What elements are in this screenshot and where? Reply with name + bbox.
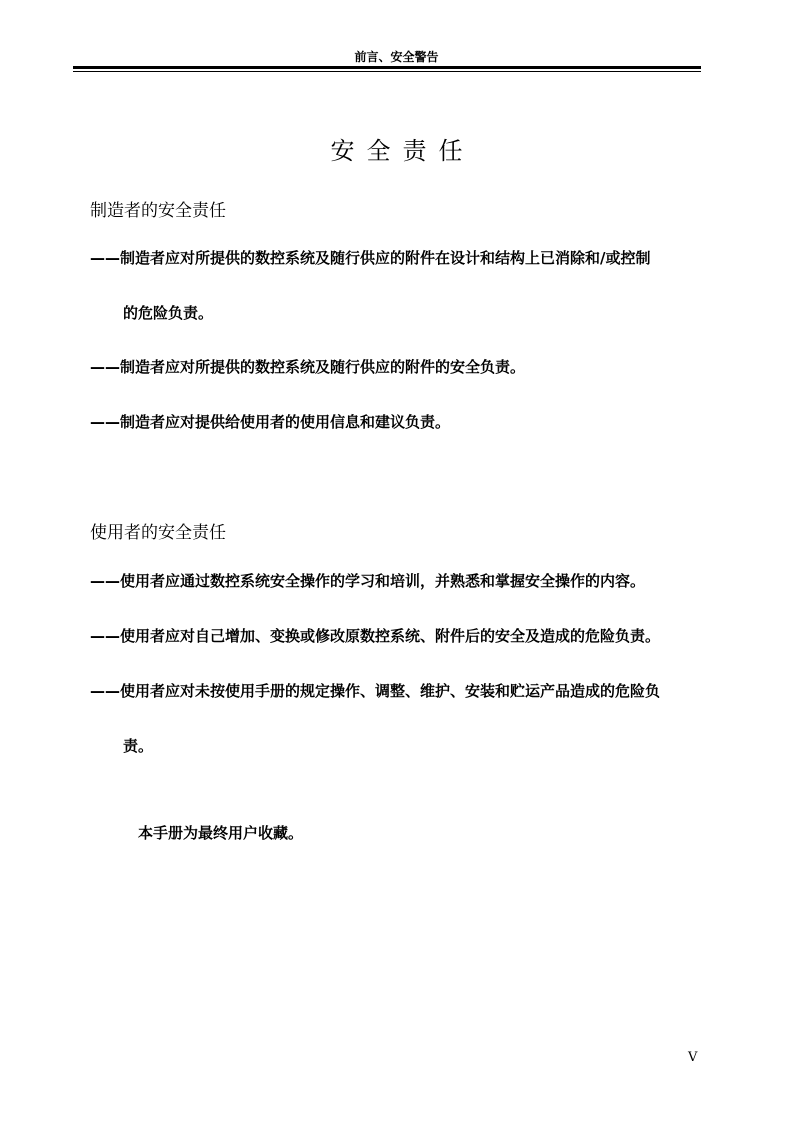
page-number: V [688, 1050, 698, 1065]
page-title: 安全责任 [330, 137, 475, 165]
end-user-note: 本手册为最终用户收藏。 [138, 824, 304, 842]
header-rule-thin [73, 71, 701, 72]
header-rule-thick [73, 66, 701, 69]
user-item-1: ——使用者应通过数控系统安全操作的学习和培训，并熟悉和掌握安全操作的内容。 [90, 572, 646, 590]
section-heading-user: 使用者的安全责任 [90, 523, 226, 543]
manufacturer-item-3: ——制造者应对提供给使用者的使用信息和建议负责。 [90, 413, 451, 431]
manufacturer-item-2: ——制造者应对所提供的数控系统及随行供应的附件的安全负责。 [90, 358, 526, 376]
manufacturer-item-1-line-2: 的危险负责。 [123, 304, 214, 322]
section-heading-manufacturer: 制造者的安全责任 [90, 201, 226, 221]
running-header-title: 前言、安全警告 [354, 50, 439, 64]
manufacturer-item-1-line-1: ——制造者应对所提供的数控系统及随行供应的附件在设计和结构上已消除和/或控制 [90, 249, 651, 267]
user-item-3-line-1: ——使用者应对未按使用手册的规定操作、调整、维护、安装和贮运产品造成的危险负 [90, 682, 661, 700]
user-item-3-line-2: 责。 [123, 737, 154, 755]
user-item-2: ——使用者应对自己增加、变换或修改原数控系统、附件后的安全及造成的危险负责。 [90, 627, 661, 645]
